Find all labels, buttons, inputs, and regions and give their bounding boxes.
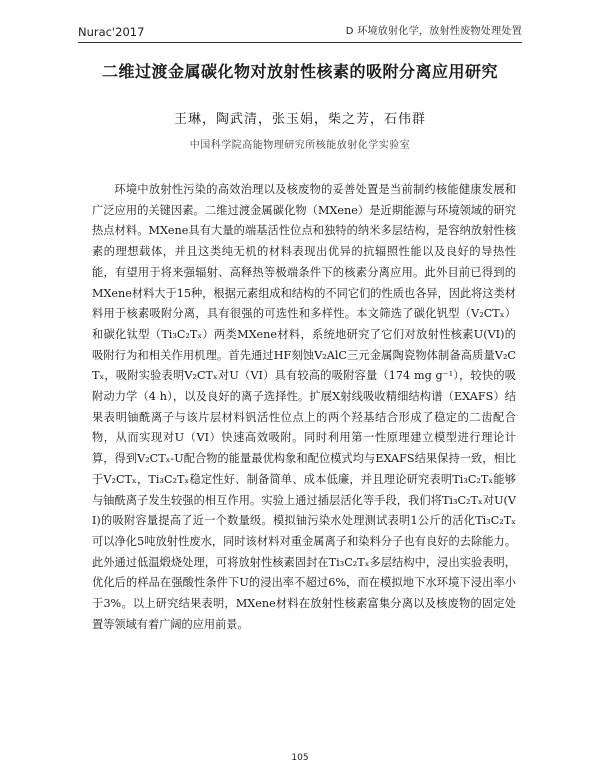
affiliation: 中国科学院高能物理研究所核能放射化学实验室 bbox=[189, 140, 411, 151]
conference-name: Nurac'2017 bbox=[78, 25, 145, 39]
author-list: 王琳，陶武清，张玉娟，柴之芳，石伟群 bbox=[173, 112, 426, 127]
section-name: D 环境放射化学，放射性废物处理处置 bbox=[345, 26, 522, 37]
paper-title: 二维过渡金属碳化物对放射性核素的吸附分离应用研究 bbox=[101, 62, 498, 81]
header-rule bbox=[78, 42, 522, 43]
page-number: 105 bbox=[291, 753, 309, 763]
abstract-body: 环境中放射性污染的高效治理以及核废物的妥善处置是当前制约核能健康发展和广泛应用的关键因素。二维过渡金属碳化物（MXene）是近期能源与环境领域的研究热点材料。MXene具有大量的端基活性位点和独特的纳米多层结构，是容纳放射性核素的理想载体，并且这类纯无机的材料表现出优异的抗辐照性能以及良好的导热性能，有望用于将来强辐射、高释热等极端条件下的核素分离应用。此外目前已得到的MXene材料大于15种，根据元素组成和结构的不同它们的性质也各异，因此将这类材料用于核素吸附分离，具有很强的可选性和多样性。本文筛选了碳化钒型（V₂CTₓ）和碳化钛型（Ti₃C₂Tₓ）两类MXene材料，系统地研究了它们对放射性核素U(VI)的吸附行为和相关作用机理。首先通过HF刻蚀V₂AlC三元金属陶瓷物体制备高质量V₂CTₓ，吸附实验表明V₂CTₓ对U（VI）具有较高的吸附容量（174 mg g⁻¹），较快的吸附动力学（4 h），以及良好的离子选择性。扩展X射线吸收精细结构谱（EXAFS）结果表明铀酰离子与该片层材料钒活性位点上的两个羟基结合形成了稳定的二齿配合物，从而实现对U（VI）快速高效吸附。同时利用第一性原理建立模型进行理论计算，得到V₂CTₓ-U配合物的能量最优构象和配位模式均与EXAFS结果保持一致，相比于V₂CTₓ，Ti₃C₂Tₓ稳定性好、制备简单、成本低廉，并且理论研究表明Ti₃C₂Tₓ能够与铀酰离子发生较强的相互作用。实验上通过插层活化等手段，我们将Ti₃C₂Tₓ对U(VI)的吸附容量提高了近一个数量级。模拟铀污染水处理测试表明1公斤的活化Ti₃C₂Tₓ可以净化5吨放射性废水，同时该材料对重金属离子和染料分子也有良好的去除能力。此外通过低温煅烧处理，可将放射性核素固封在Ti₃C₂Tₓ多层结构中，浸出实验表明，优化后的样品在强酸性条件下U的浸出率不超过6%，而在模拟地下水环境下浸出率小于3%。以上研究结果表明，MXene材料在放射性核素富集分离以及核废物的固定处置等领域有着广阔的应用前景。 bbox=[92, 183, 516, 631]
running-header bbox=[78, 24, 522, 40]
